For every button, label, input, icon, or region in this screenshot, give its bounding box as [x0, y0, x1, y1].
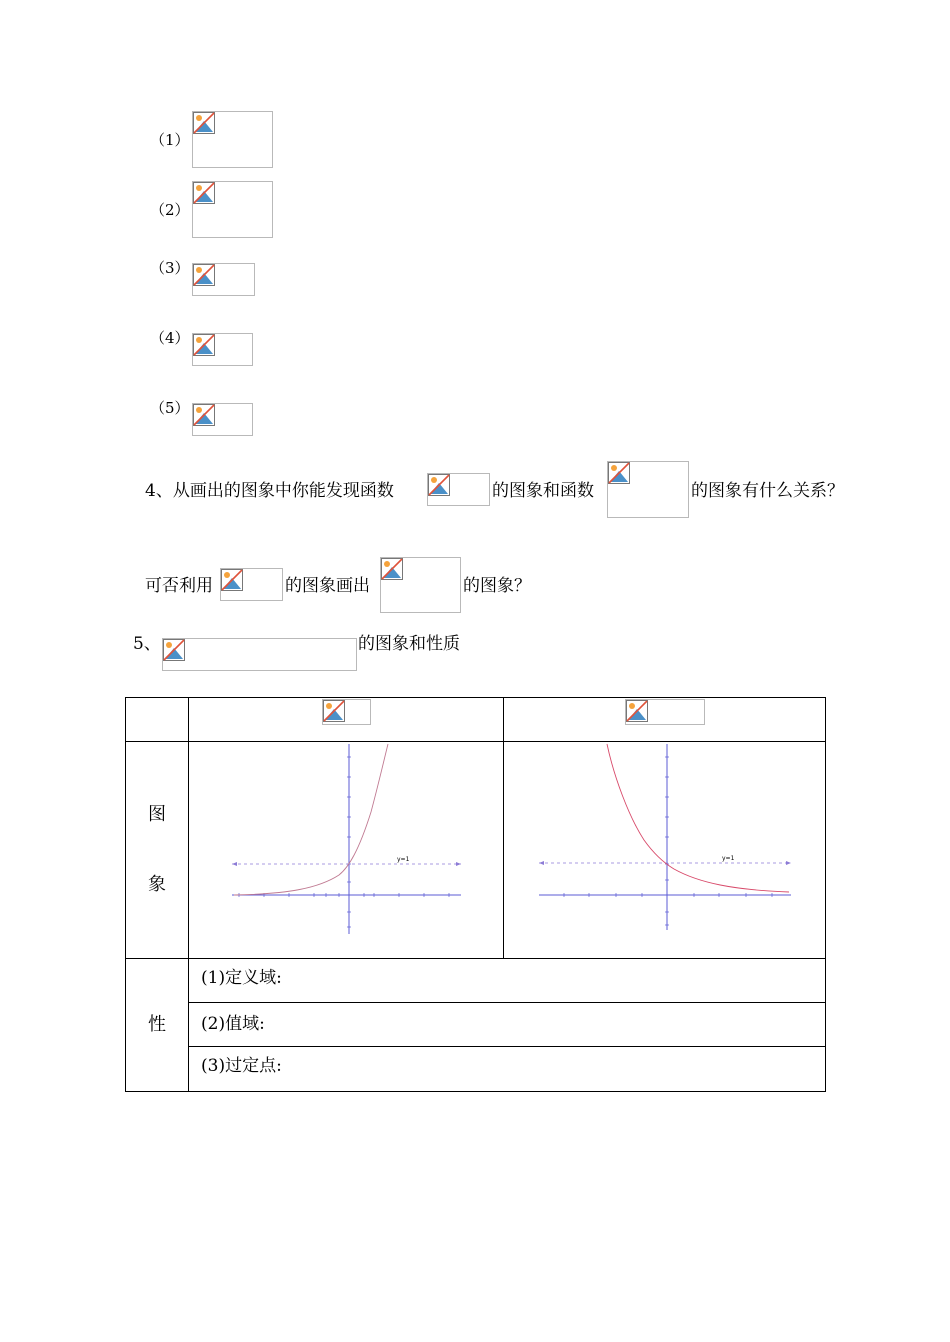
broken-image-icon	[193, 112, 215, 134]
properties-row-label	[126, 959, 189, 1092]
q4-text-part6: 的图象？	[463, 576, 531, 596]
graph-cell-increasing	[189, 742, 504, 959]
broken-image-icon	[626, 700, 648, 722]
q5-formula-image	[162, 638, 357, 671]
formula-image-4	[192, 333, 253, 366]
property-range	[189, 1003, 826, 1047]
graph-row-label-char-2: 象	[148, 874, 166, 895]
item-label-4: （4）	[150, 329, 190, 347]
graph-cell-decreasing	[504, 742, 826, 959]
broken-image-icon	[428, 474, 450, 496]
header-cell-a-gt-1	[189, 698, 504, 742]
table-corner-cell	[126, 698, 189, 742]
broken-image-icon	[193, 404, 215, 426]
q5-suffix: 的图象和性质	[358, 634, 460, 654]
broken-image-icon	[221, 569, 243, 591]
property-domain-label: (1)定义域:	[201, 968, 282, 988]
header-cell-a-lt-1	[504, 698, 826, 742]
q4-text-part4: 可否利用	[145, 576, 213, 596]
broken-image-icon	[608, 462, 630, 484]
q4-formula-image-c	[220, 568, 283, 601]
q4-text-part1: 4、从画出的图象中你能发现函数	[145, 481, 394, 501]
broken-image-icon	[163, 639, 185, 661]
q4-text-part5: 的图象画出	[285, 576, 370, 596]
exponential-decreasing-graph	[504, 742, 826, 959]
property-range-label: (2)值域:	[201, 1014, 265, 1034]
q4-formula-image-b	[607, 461, 689, 518]
broken-image-icon	[193, 182, 215, 204]
y-equals-1-label-left: y=1	[397, 856, 410, 863]
q4-text-part2: 的图象和函数	[492, 481, 594, 501]
broken-image-icon	[193, 264, 215, 286]
broken-image-icon	[381, 558, 403, 580]
properties-table	[125, 697, 826, 1092]
graph-row-label	[126, 742, 189, 959]
graph-row-label-char-1: 图	[148, 804, 166, 825]
formula-image-2	[192, 181, 273, 238]
item-label-2: （2）	[150, 201, 190, 219]
formula-image-5	[192, 403, 253, 436]
exponential-increasing-graph	[189, 742, 504, 959]
header-formula-image-a-gt-1	[322, 699, 371, 725]
q5-prefix: 5、	[133, 634, 161, 654]
properties-row-label-char: 性	[148, 1014, 166, 1035]
item-label-5: （5）	[150, 399, 190, 417]
header-formula-image-a-lt-1	[625, 699, 705, 725]
broken-image-icon	[323, 700, 345, 722]
q4-formula-image-a	[427, 473, 490, 506]
property-fixed-point	[189, 1047, 826, 1092]
property-domain	[189, 959, 826, 1003]
formula-image-1	[192, 111, 273, 168]
item-label-3: （3）	[150, 259, 190, 277]
q4-text-part3: 的图象有什么关系？	[691, 481, 844, 501]
q4-formula-image-d	[380, 557, 461, 613]
formula-image-3	[192, 263, 255, 296]
y-equals-1-label-right: y=1	[722, 855, 735, 862]
broken-image-icon	[193, 334, 215, 356]
item-label-1: （1）	[150, 131, 190, 149]
property-fixed-point-label: (3)过定点:	[201, 1056, 282, 1076]
